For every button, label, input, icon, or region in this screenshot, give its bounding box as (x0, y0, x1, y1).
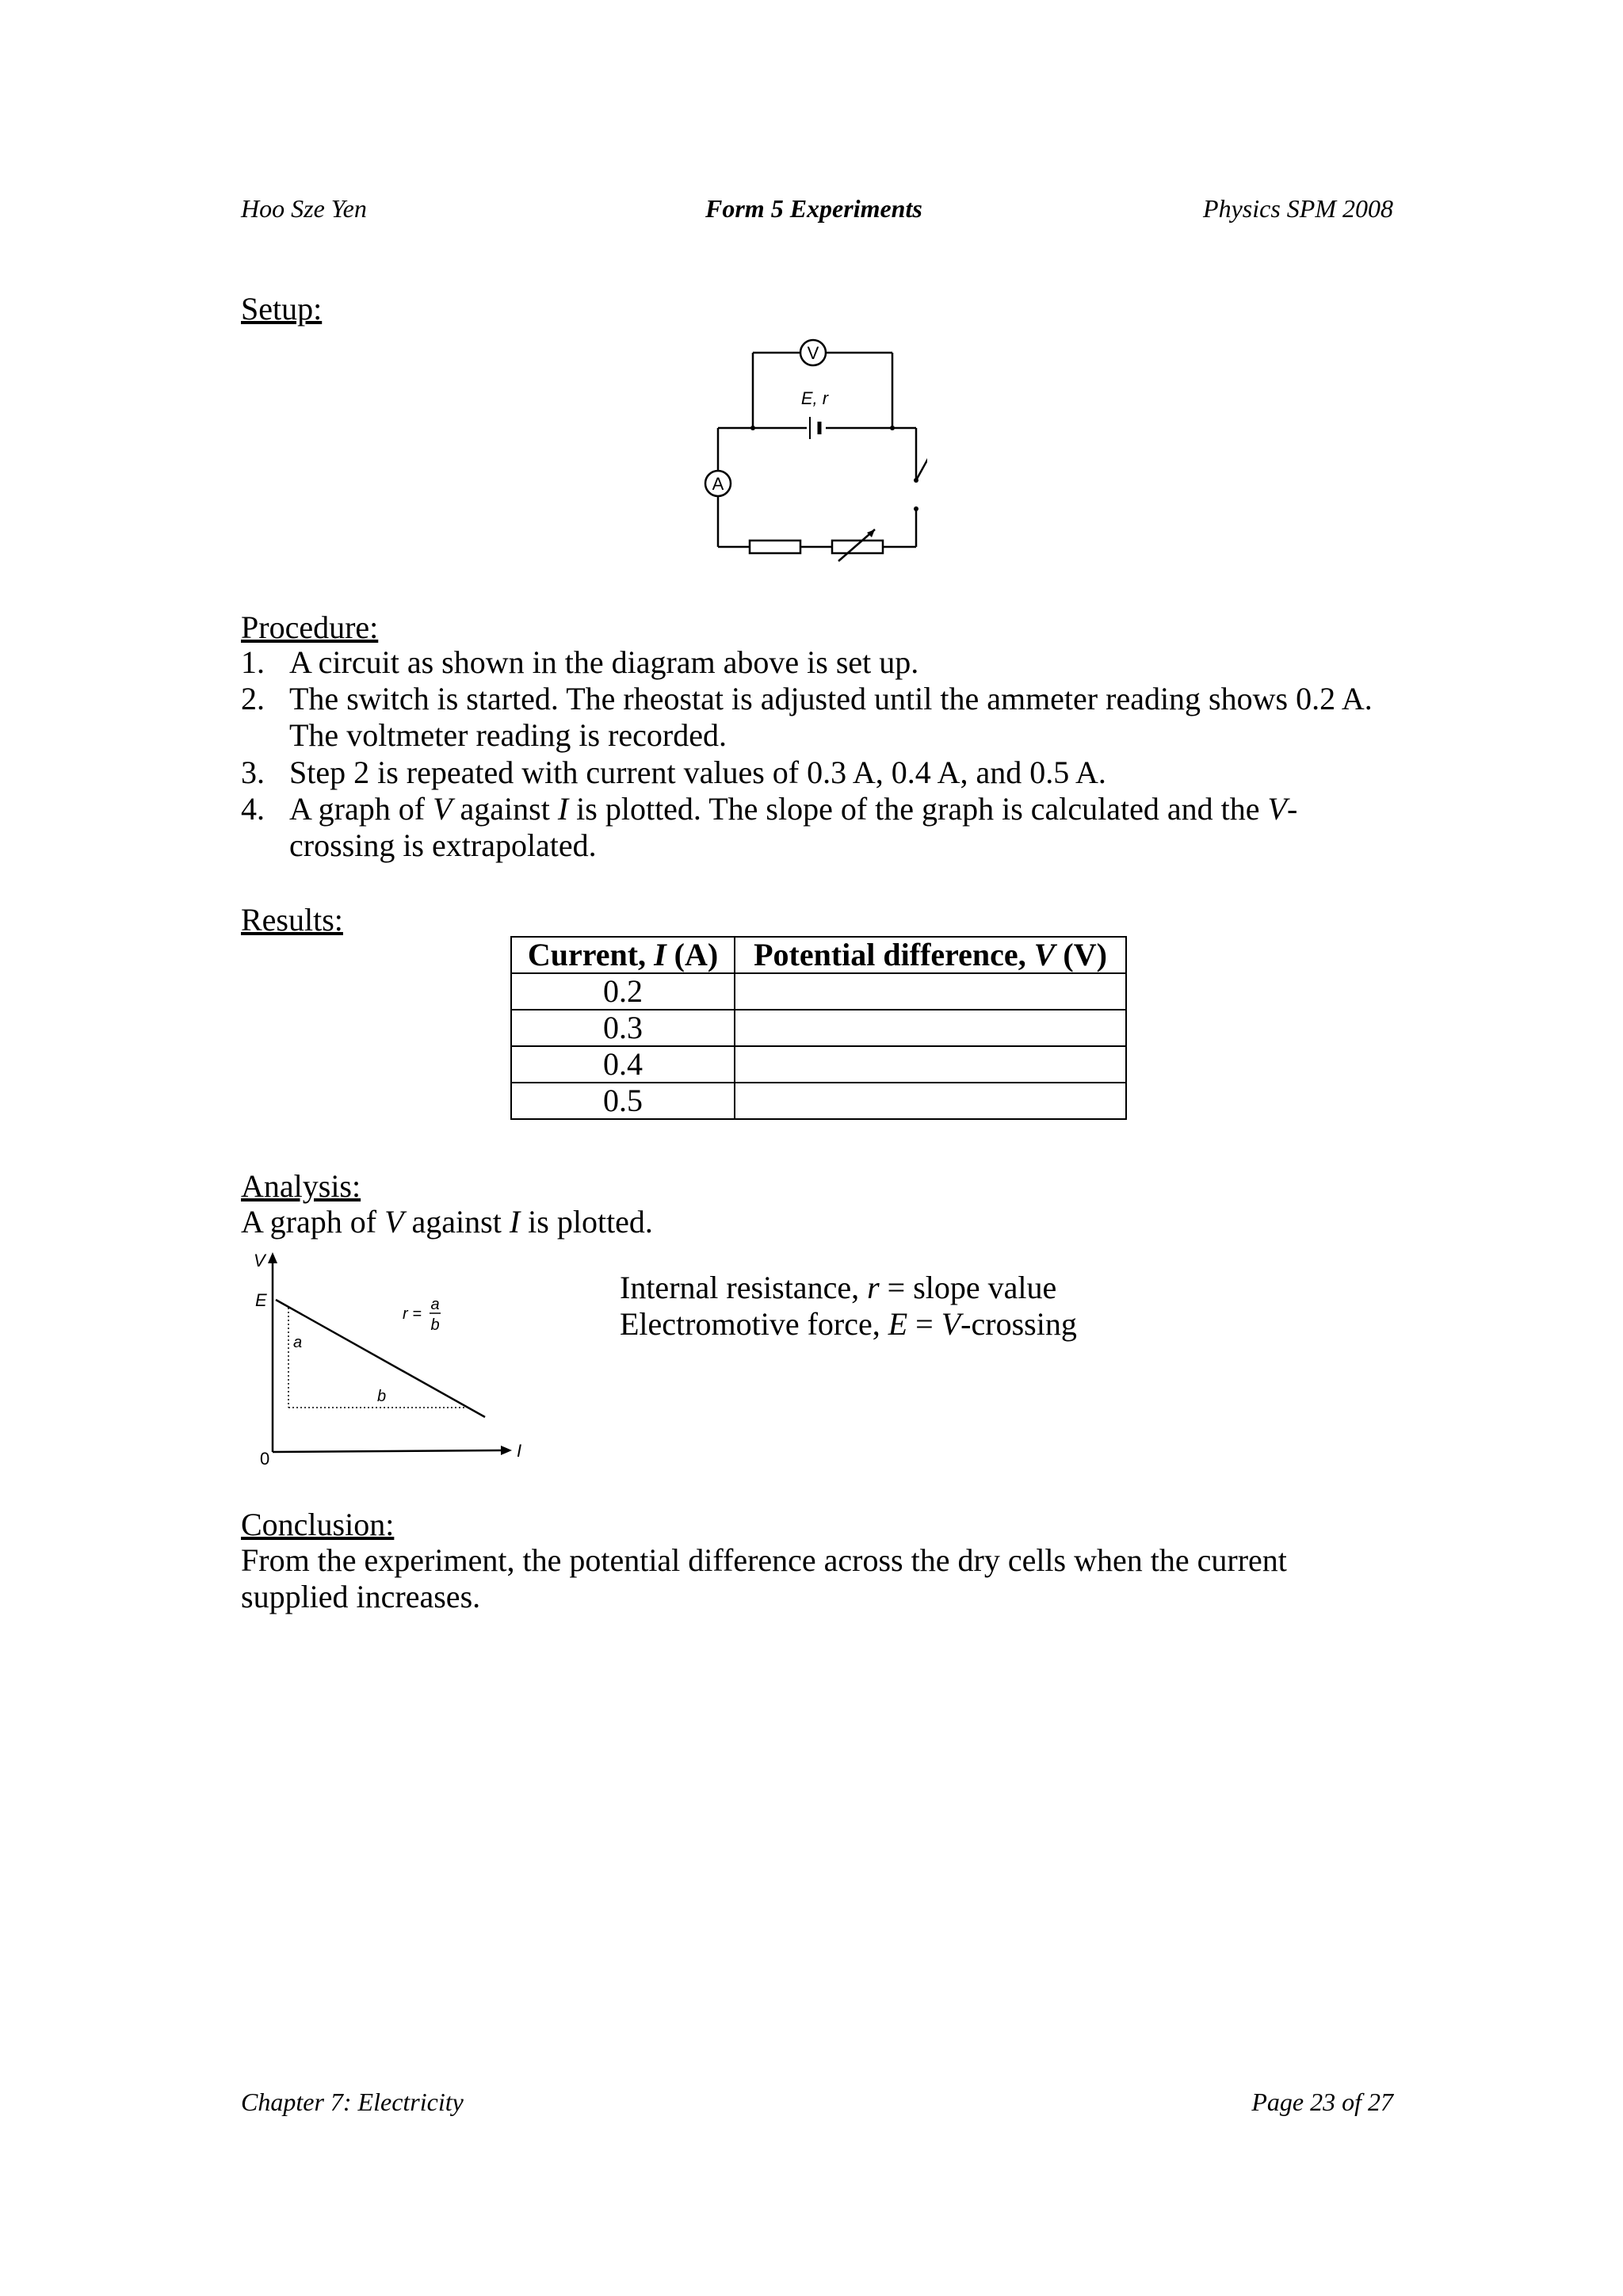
rheostat-symbol (832, 541, 883, 553)
table-row (511, 973, 1126, 1010)
pd-cell[interactable] (735, 1083, 1126, 1119)
header-right: Physics SPM 2008 (1203, 194, 1393, 223)
current-cell: 0.2 (511, 973, 735, 1010)
y-axis-label: V (254, 1251, 265, 1270)
step-text: A graph of V against I is plotted. The slope of the graph is calculated and the V- (289, 791, 1298, 827)
table-row (511, 1046, 1126, 1083)
side-b-label: b (377, 1388, 387, 1405)
pd-cell[interactable] (735, 973, 1126, 1010)
setup-title: Setup: (241, 291, 323, 327)
table-row (511, 1010, 1126, 1046)
analysis-intro: A graph of V against I is plotted. (241, 1204, 653, 1240)
procedure-title: Procedure: (241, 609, 379, 645)
current-cell: 0.4 (511, 1046, 735, 1083)
slope-denominator: b (430, 1316, 440, 1334)
conclusion-line: supplied increases. (241, 1579, 481, 1614)
step-text: Step 2 is repeated with current values of 0.3 A, 0.4 A, and 0.5 A. (289, 755, 1106, 790)
ammeter-label: A (712, 474, 724, 494)
circuit-diagram (689, 325, 927, 571)
side-a-label: a (293, 1334, 303, 1351)
pd-header: Potential difference, V (V) (735, 937, 1126, 973)
table-row (511, 1083, 1126, 1119)
analysis-title: Analysis: (241, 1168, 361, 1204)
emf-text: Electromotive force, E = V-crossing (620, 1306, 1077, 1342)
x-axis-label: I (517, 1441, 522, 1461)
step-text-continued: The voltmeter reading is recorded. (289, 717, 727, 753)
conclusion-title: Conclusion: (241, 1507, 395, 1542)
step-text-continued: crossing is extrapolated. (289, 827, 597, 863)
current-header: Current, I (A) (511, 937, 735, 973)
results-title: Results: (241, 902, 343, 938)
step-number: 4. (241, 791, 265, 827)
current-cell: 0.5 (511, 1083, 735, 1119)
cell-label: E, r (800, 388, 829, 408)
step-text: A circuit as shown in the diagram above is set up. (289, 644, 919, 680)
step-number: 3. (241, 755, 265, 790)
current-cell: 0.3 (511, 1010, 735, 1046)
conclusion-line: From the experiment, the potential difference across the dry cells when the current (241, 1542, 1287, 1578)
step-number: 1. (241, 644, 265, 680)
pd-cell[interactable] (735, 1046, 1126, 1083)
table-header-row (511, 937, 1126, 973)
intercept-label: E (255, 1290, 267, 1310)
voltmeter-label: V (807, 343, 819, 363)
internal-resistance-text: Internal resistance, r = slope value (620, 1270, 1057, 1305)
footer-left: Chapter 7: Electricity (241, 2088, 464, 2116)
header-center: Form 5 Experiments (705, 194, 922, 223)
x-axis (273, 1450, 502, 1452)
step-number: 2. (241, 681, 265, 716)
resistor-symbol (750, 541, 800, 553)
slope-numerator: a (430, 1296, 440, 1313)
footer-right: Page 23 of 27 (1251, 2088, 1393, 2116)
step-text: The switch is started. The rheostat is adjusted until the ammeter reading shows 0.2 A. (289, 681, 1373, 716)
header-left: Hoo Sze Yen (241, 194, 367, 223)
origin-label: 0 (260, 1449, 270, 1466)
results-table (510, 936, 1127, 1120)
slope-r-label: r = (403, 1305, 422, 1323)
vi-graph (238, 1244, 531, 1466)
pd-cell[interactable] (735, 1010, 1126, 1046)
